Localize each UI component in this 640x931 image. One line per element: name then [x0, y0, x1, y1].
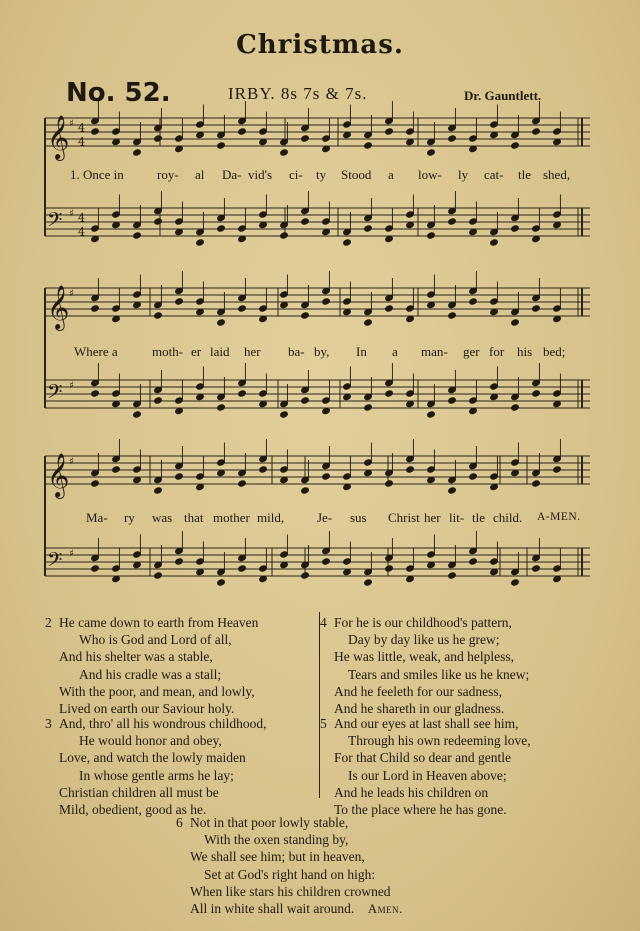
note-head	[280, 149, 289, 156]
note-head	[238, 480, 247, 487]
note-head	[469, 298, 478, 305]
note-head	[217, 404, 226, 411]
lyric-syllable: ty	[316, 167, 327, 182]
note-head	[469, 473, 478, 480]
note-head	[238, 390, 247, 397]
treble-clef-icon: 𝄞	[47, 115, 70, 159]
sharp-icon: ♯	[69, 208, 74, 220]
page-title: Christmas.	[236, 30, 404, 60]
note-head	[511, 319, 520, 326]
note-head	[175, 473, 184, 480]
verse-line: Lived on earth our Saviour holy.	[59, 701, 235, 717]
note-head	[511, 142, 520, 149]
verse-number: 3	[45, 716, 52, 731]
note-head	[133, 411, 142, 418]
lyric-syllable: for	[489, 344, 505, 359]
note-head	[154, 397, 163, 404]
verse-line: We shall see him; but in heaven,	[190, 849, 365, 865]
verse-4	[320, 614, 530, 717]
verse-line-text: All in white shall wait around.	[190, 901, 355, 917]
lyric-syllable: cat-	[484, 167, 504, 182]
verse-line: Set at God's right hand on high:	[204, 866, 376, 882]
note-head	[154, 572, 163, 579]
lyric-syllable: tle	[518, 167, 531, 182]
note-head	[301, 397, 310, 404]
verse-line	[190, 900, 403, 917]
lyric-syllable: her	[244, 344, 261, 359]
lyric-syllable: child.	[493, 510, 523, 525]
verse-number: 5	[320, 716, 327, 731]
lyric-syllable: bed;	[543, 344, 566, 359]
verse-line: And he feeleth for our sadness,	[334, 683, 502, 699]
note-head	[385, 390, 394, 397]
lyric-syllable: ba-	[288, 344, 305, 359]
note-head	[301, 312, 310, 319]
hymn-number: No. 52.	[66, 78, 171, 108]
note-head	[343, 239, 352, 246]
verse-line: He was little, weak, and helpless,	[334, 649, 514, 665]
note-head	[280, 411, 289, 418]
note-head	[133, 149, 142, 156]
note-head	[301, 135, 310, 142]
note-head	[490, 239, 499, 246]
sharp-icon: ♯	[69, 118, 74, 130]
note-head	[406, 466, 415, 473]
note-head	[511, 404, 520, 411]
verse-line: Is our Lord in Heaven above;	[348, 767, 507, 783]
note-head	[448, 572, 457, 579]
verse-line: In whose gentle arms he lay;	[79, 767, 234, 783]
note-head	[217, 579, 226, 586]
note-head	[301, 218, 310, 225]
bass-clef-icon: 𝄢	[47, 380, 63, 408]
lyric-syllable: her	[424, 510, 441, 525]
verse-line: Christian children all must be	[59, 784, 219, 800]
note-head	[322, 558, 331, 565]
verse-3	[45, 715, 267, 818]
lyric-syllable: laid	[210, 344, 230, 359]
note-head	[154, 312, 163, 319]
note-head	[385, 305, 394, 312]
note-head	[448, 218, 457, 225]
verse-line: And he leads his children on	[334, 784, 489, 800]
time-signature: 4	[78, 225, 85, 239]
lyric-syllable: er	[191, 344, 202, 359]
lyric-syllable: ci-	[289, 167, 303, 182]
note-head	[154, 218, 163, 225]
lyric-syllable: vid's	[248, 167, 273, 182]
note-head	[217, 319, 226, 326]
lyric-syllable: Where a	[74, 344, 118, 359]
note-head	[448, 312, 457, 319]
lyric-syllable: Da-	[222, 167, 242, 182]
verse-line: Through his own redeeming love,	[348, 733, 531, 749]
note-head	[385, 128, 394, 135]
verse-number: 4	[320, 615, 327, 630]
note-head	[175, 298, 184, 305]
lyric-amen: A-MEN.	[537, 511, 581, 523]
lyric-syllable: mother	[213, 510, 250, 525]
time-signature: 4	[78, 121, 85, 135]
verse-line: He came down to earth from Heaven	[59, 615, 259, 630]
note-head	[112, 466, 121, 473]
verse-line: Tears and smiles like us he knew;	[348, 666, 530, 682]
lyric-syllable: that	[184, 510, 204, 525]
column-divider	[319, 612, 320, 798]
bass-clef-icon: 𝄢	[47, 548, 63, 576]
note-head	[196, 239, 205, 246]
note-head	[154, 135, 163, 142]
lyric-syllable: a	[388, 167, 394, 182]
lyric-syllable: 1. Once in	[70, 167, 124, 182]
note-head	[532, 390, 541, 397]
note-head	[469, 558, 478, 565]
note-head	[553, 466, 562, 473]
verse-line: Love, and watch the lowly maiden	[59, 750, 246, 766]
note-head	[532, 305, 541, 312]
verse-line: And his shelter was a stable,	[59, 649, 213, 665]
note-head	[238, 128, 247, 135]
verse-line: To the place where he has gone.	[334, 802, 507, 818]
note-head	[322, 473, 331, 480]
lyric-syllable: Je-	[317, 510, 333, 525]
lyric-syllable: by,	[314, 344, 330, 359]
verse-number: 6	[176, 815, 183, 830]
verse-5	[320, 715, 531, 818]
lyric-syllable: Stood	[341, 167, 372, 182]
composer-name: Dr. Gauntlett.	[464, 88, 542, 103]
note-head	[301, 487, 310, 494]
note-head	[238, 565, 247, 572]
note-head	[427, 149, 436, 156]
note-head	[91, 565, 100, 572]
note-head	[364, 404, 373, 411]
note-head	[385, 565, 394, 572]
treble-clef-icon: 𝄞	[47, 453, 70, 497]
lyric-syllable: In	[356, 344, 367, 359]
lyric-syllable: mild,	[257, 510, 285, 525]
verse-line: And our eyes at last shall see him,	[334, 716, 519, 731]
verse-line: And his cradle was a stall;	[79, 666, 222, 682]
verse-line: Not in that poor lowly stable,	[190, 815, 349, 830]
note-head	[448, 487, 457, 494]
sharp-icon: ♯	[69, 456, 74, 468]
sharp-icon: ♯	[69, 548, 74, 560]
lyric-syllable: Christ	[388, 510, 420, 525]
lyric-syllable: was	[152, 510, 173, 525]
tune-name: IRBY. 8s 7s & 7s.	[228, 84, 368, 103]
sharp-icon: ♯	[69, 288, 74, 300]
amen-label: Amen.	[367, 901, 403, 917]
verse-line: He would honor and obey,	[79, 733, 222, 749]
verse-line: With the oxen standing by,	[204, 832, 349, 848]
note-head	[511, 579, 520, 586]
note-head	[154, 487, 163, 494]
note-head	[91, 480, 100, 487]
lyric-syllable: moth-	[152, 344, 184, 359]
verse-line: Day by day like us he grew;	[348, 632, 500, 648]
note-head	[259, 466, 268, 473]
note-head	[448, 135, 457, 142]
note-head	[511, 225, 520, 232]
note-head	[364, 319, 373, 326]
lyric-syllable: his	[517, 344, 533, 359]
note-head	[280, 232, 289, 239]
lyric-syllable: low-	[418, 167, 442, 182]
note-head	[91, 305, 100, 312]
lyric-syllable: roy-	[157, 167, 179, 182]
note-head	[322, 298, 331, 305]
treble-clef-icon: 𝄞	[47, 285, 70, 329]
lyric-syllable: man-	[421, 344, 448, 359]
verse-line: For that Child so dear and gentle	[334, 750, 511, 766]
verse-line: Who is God and Lord of all,	[79, 632, 232, 648]
note-head	[217, 225, 226, 232]
verse-line: And he shareth in our gladness.	[334, 701, 505, 717]
note-head	[448, 397, 457, 404]
note-head	[364, 225, 373, 232]
lyric-syllable: ger	[463, 344, 480, 359]
lyric-syllable: lit-	[449, 510, 465, 525]
lyric-syllable: ly	[458, 167, 469, 182]
bass-clef-icon: 𝄢	[47, 208, 63, 236]
time-signature: 4	[78, 135, 85, 149]
note-head	[427, 232, 436, 239]
lyric-syllable: al	[195, 167, 205, 182]
note-head	[427, 411, 436, 418]
verse-line: Mild, obedient, good as he.	[59, 802, 207, 818]
verse-line: When like stars his children crowned	[190, 883, 391, 899]
sharp-icon: ♯	[69, 380, 74, 392]
lyric-syllable: Ma-	[86, 510, 108, 525]
note-head	[532, 128, 541, 135]
note-head	[532, 480, 541, 487]
lyric-syllable: shed,	[543, 167, 571, 182]
note-head	[532, 565, 541, 572]
note-head	[385, 480, 394, 487]
verse-6	[176, 814, 403, 917]
note-head	[238, 305, 247, 312]
note-head	[364, 142, 373, 149]
note-head	[91, 128, 100, 135]
note-head	[175, 558, 184, 565]
note-head	[217, 142, 226, 149]
verse-2	[45, 614, 259, 717]
verse-line: With the poor, and mean, and lowly,	[59, 683, 255, 699]
note-head	[301, 572, 310, 579]
lyric-syllable: ry	[124, 510, 135, 525]
note-head	[91, 390, 100, 397]
lyric-syllable: tle	[472, 510, 485, 525]
lyric-syllable: a	[392, 344, 398, 359]
lyric-syllable: sus	[350, 510, 367, 525]
verse-line: For he is our childhood's pattern,	[334, 615, 512, 630]
verse-line: And, thro' all his wondrous childhood,	[59, 716, 267, 731]
note-head	[364, 579, 373, 586]
verse-number: 2	[45, 615, 52, 630]
note-head	[133, 232, 142, 239]
time-signature: 4	[78, 211, 85, 225]
